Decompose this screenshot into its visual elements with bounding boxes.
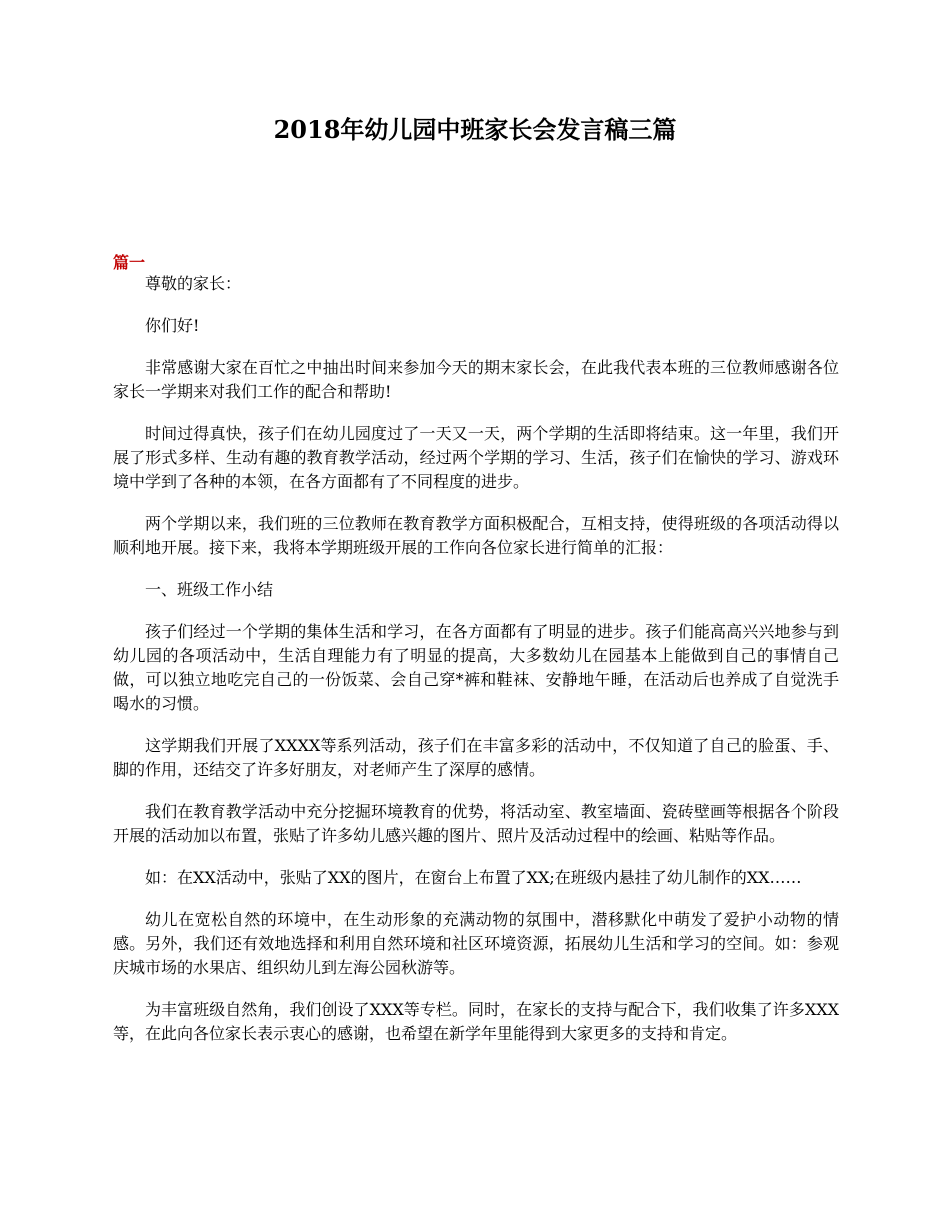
- body-paragraph: 非常感谢大家在百忙之中抽出时间来参加今天的期末家长会，在此我代表本班的三位教师感谢各位家长一学期来对我们工作的配合和帮助!: [113, 358, 839, 401]
- body-paragraph: 我们在教育教学活动中充分挖掘环境教育的优势，将活动室、教室墙面、瓷砖壁画等根据各个阶段开展的活动加以布置，张贴了许多幼儿感兴趣的图片、照片及活动过程中的绘画、粘贴等作品。: [113, 802, 839, 845]
- body-paragraph: 如：在XX活动中，张贴了XX的图片，在窗台上布置了XX;在班级内悬挂了幼儿制作的XX……: [145, 868, 802, 887]
- body-paragraph: 孩子们经过一个学期的集体生活和学习，在各方面都有了明显的进步。孩子们能高高兴兴地参与到幼儿园的各项活动中，生活自理能力有了明显的提高，大多数幼儿在园基本上能做到自己的事情自己做，可以独立地吃完自己的一份饭菜、会自己穿*裤和鞋袜、安静地午睡，在活动后也养成了自觉洗手喝水的习惯。: [113, 622, 839, 713]
- body-paragraph: 为丰富班级自然角，我们创设了XXX等专栏。同时，在家长的支持与配合下，我们收集了许多XXX等，在此向各位家长表示衷心的感谢，也希望在新学年里能得到大家更多的支持和肯定。: [113, 1000, 839, 1043]
- body-paragraph: 两个学期以来，我们班的三位教师在教育教学方面积极配合，互相支持，使得班级的各项活动得以顺利地开展。接下来，我将本学期班级开展的工作向各位家长进行简单的汇报：: [113, 514, 839, 557]
- body-paragraph: 时间过得真快，孩子们在幼儿园度过了一天又一天，两个学期的生活即将结束。这一年里，我们开展了形式多样、生动有趣的教育教学活动，经过两个学期的学习、生活，孩子们在愉快的学习、游戏环境中学到了各种的本领，在各方面都有了不同程度的进步。: [113, 424, 839, 491]
- subheading: 一、班级工作小结: [145, 580, 274, 599]
- greeting: 你们好!: [145, 316, 200, 335]
- body-paragraph: 这学期我们开展了XXXX等系列活动，孩子们在丰富多彩的活动中，不仅知道了自己的脸蛋、手、脚的作用，还结交了许多好朋友，对老师产生了深厚的感情。: [113, 736, 839, 779]
- body-paragraph: 幼儿在宽松自然的环境中，在生动形象的充满动物的氛围中，潜移默化中萌发了爱护小动物的情感。另外，我们还有效地选择和利用自然环境和社区环境资源，拓展幼儿生活和学习的空间。如：参观庆城市场的水果店、组织幼儿到左海公园秋游等。: [113, 910, 839, 977]
- document-title: 2018年幼儿园中班家长会发言稿三篇: [273, 115, 677, 144]
- section-label: 篇一: [113, 253, 146, 272]
- document-body: [113, 272, 839, 1064]
- salutation: 尊敬的家长：: [145, 274, 242, 293]
